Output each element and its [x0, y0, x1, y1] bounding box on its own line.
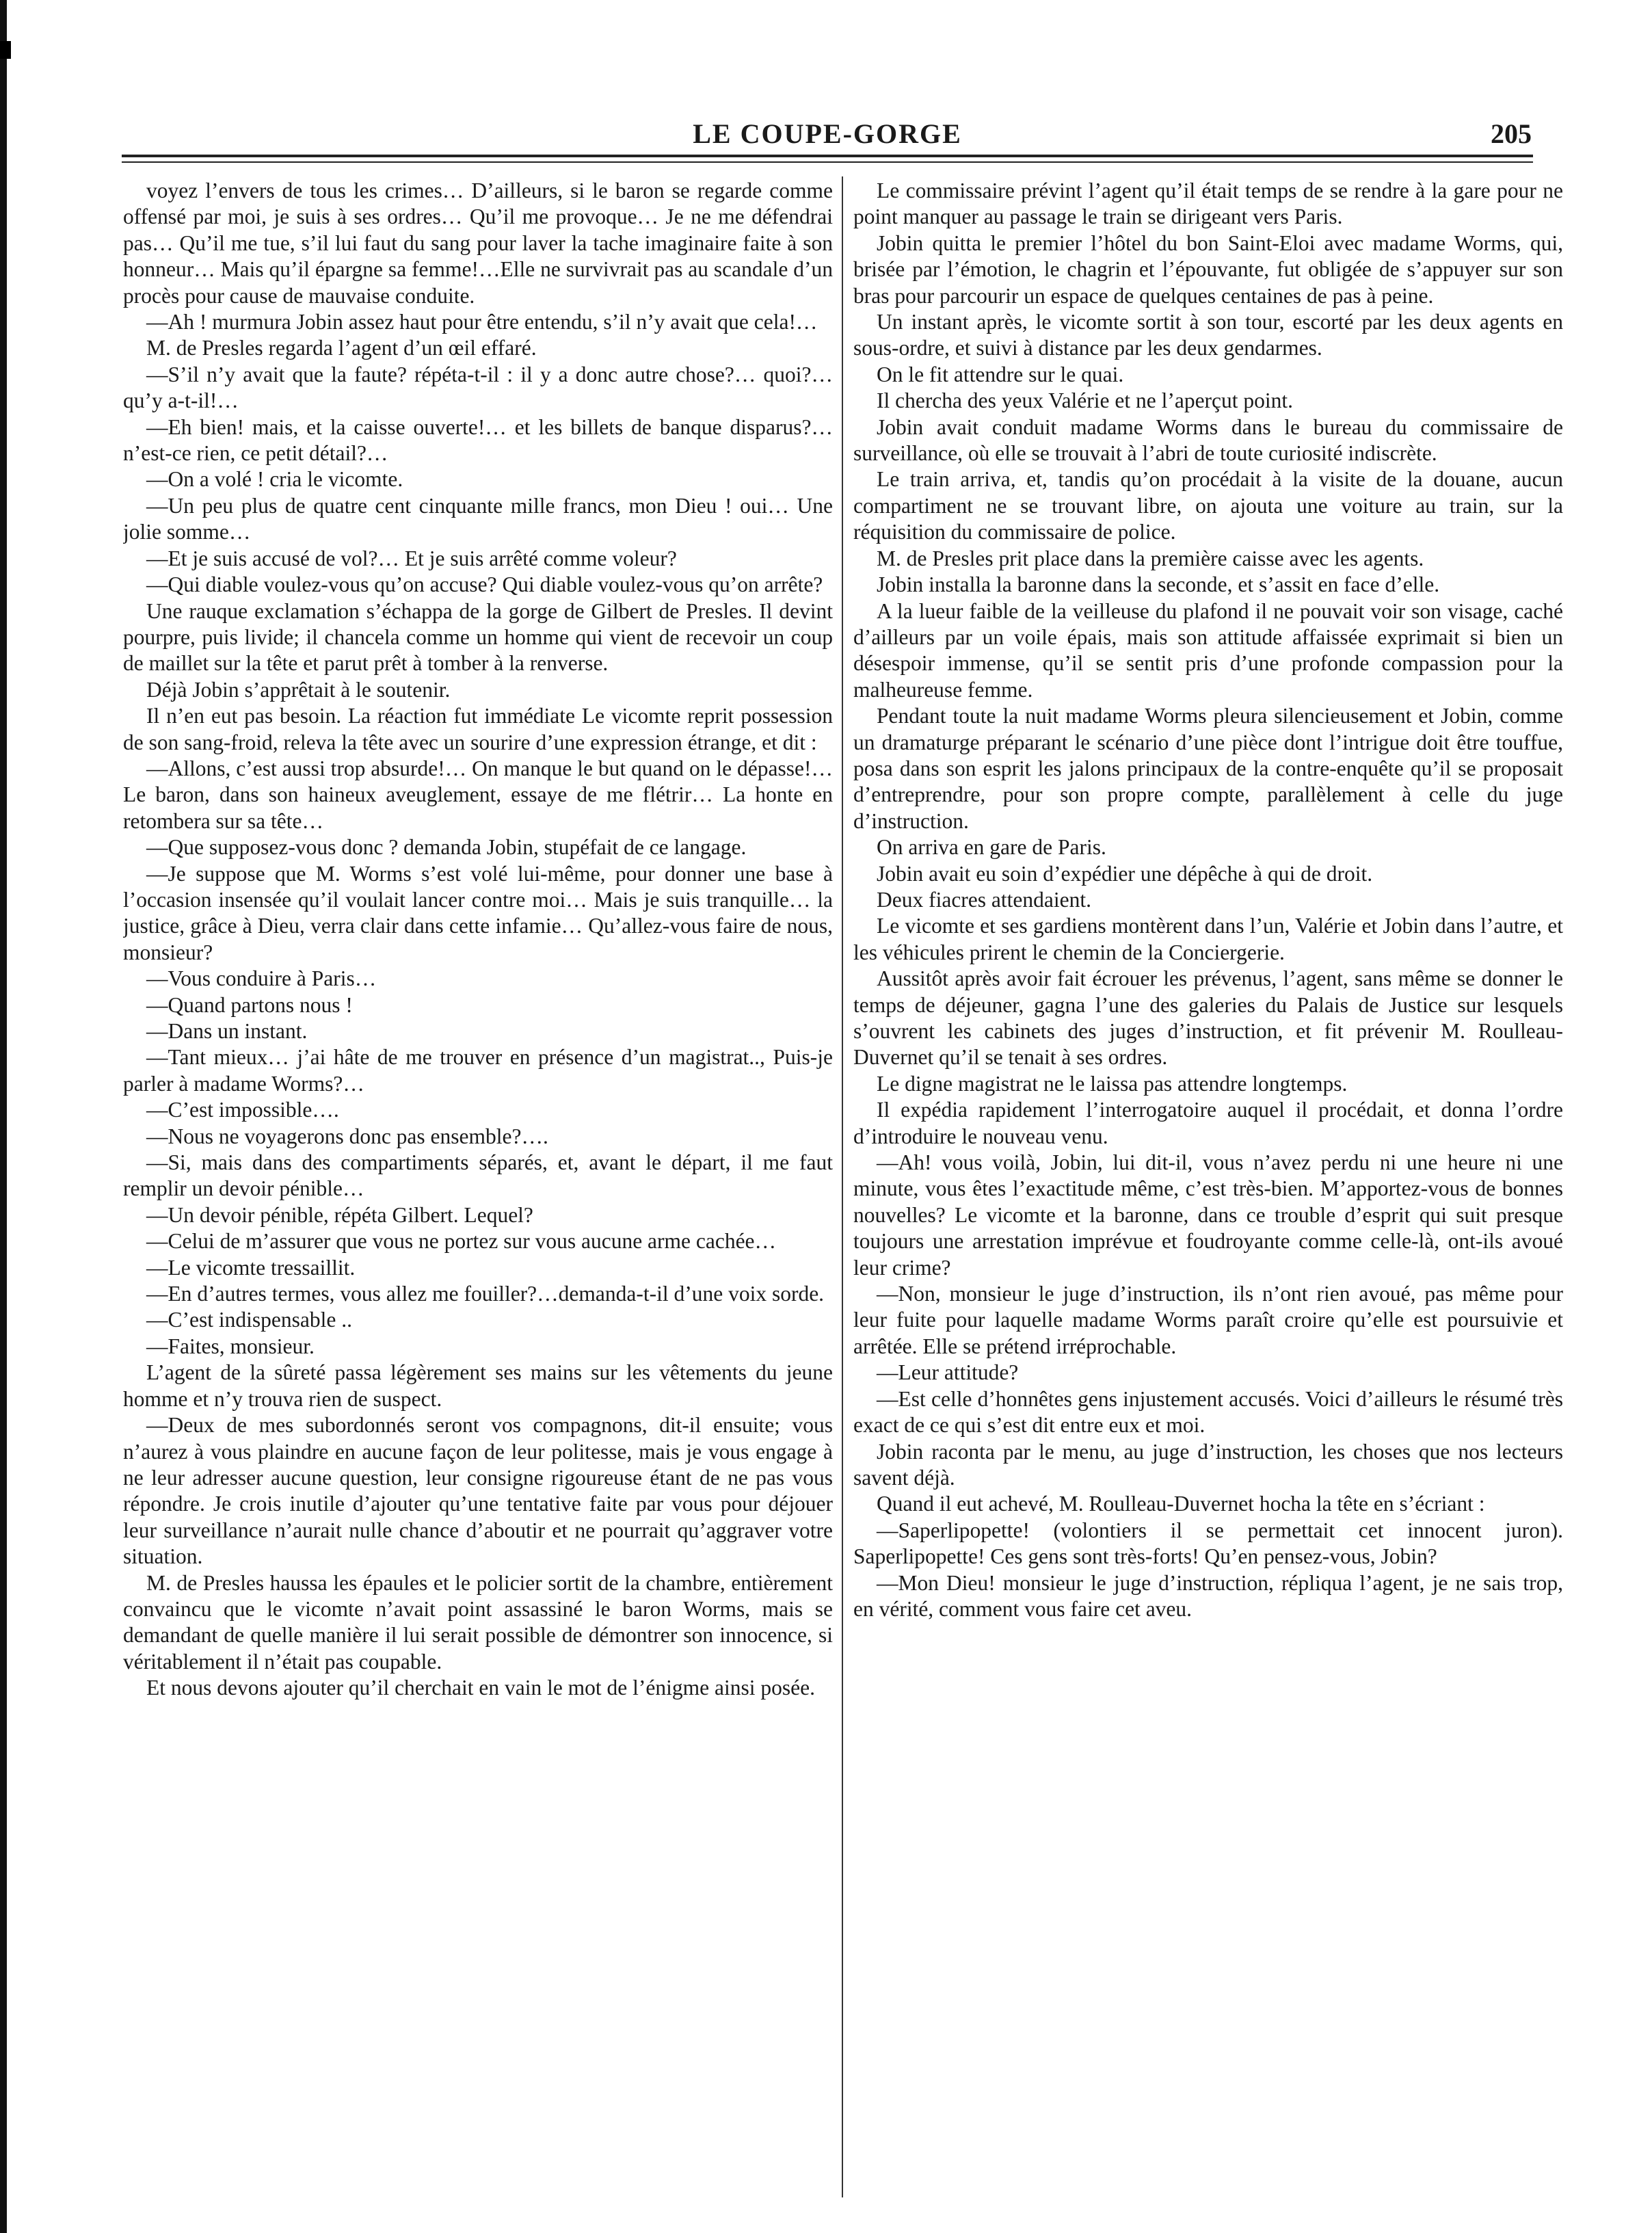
- paragraph: Jobin avait conduit madame Worms dans le bureau du commissaire de surveillance, où elle se trouvait à l’abri de toute curiosité indiscrète.: [853, 414, 1563, 466]
- paragraph: —Vous conduire à Paris…: [146, 966, 377, 991]
- scan-edge-bar: [0, 0, 7, 2233]
- paragraph: —Est celle d’honnêtes gens injustement accusés. Voici d’ailleurs le résumé très exact de ce qui s’est dit entre eux et moi.: [853, 1386, 1563, 1438]
- paragraph: —Dans un instant.: [146, 1019, 308, 1043]
- paragraph: —Eh bien! mais, et la caisse ouverte!… et les billets de banque disparus?… n’est-ce rien, ce petit détail?…: [123, 414, 833, 466]
- paragraph: On arriva en gare de Paris.: [877, 835, 1106, 860]
- paragraph: Un instant après, le vicomte sortit à son tour, escorté par les deux agents en sous-ordre, et suivi à distance par les deux gendarmes.: [853, 310, 1563, 360]
- paragraph: Le commissaire prévint l’agent qu’il était temps de se rendre à la gare pour ne point manquer au passage le train se dirigeant vers Paris.: [853, 179, 1563, 229]
- paragraph: —Faites, monsieur.: [146, 1334, 315, 1358]
- column-divider: [842, 176, 843, 2197]
- paragraph: Il chercha des yeux Valérie et ne l’aperçut point.: [877, 388, 1294, 413]
- paragraph: —Et je suis accusé de vol?… Et je suis arrêté comme voleur?: [146, 546, 677, 570]
- paragraph: —Un devoir pénible, répéta Gilbert. Lequel?: [146, 1202, 533, 1227]
- paragraph: —Ah! vous voilà, Jobin, lui dit-il, vous n’avez perdu ni une heure ni une minute, vous êtes l’exactitude même, c’est très-bien. M’apportez-vous de bonnes nouvelles? Le vicomte et la baronne, dans ce trouble d’esprit qui suit presque toujours une arrestation imprévue et foudroyante comme celle-là, ont-ils avoué leur crime?: [853, 1150, 1563, 1280]
- header-rule-thick: [122, 155, 1533, 157]
- paragraph: M. de Presles haussa les épaules et le policier sortit de la chambre, entièrement convaincu que le vicomte n’avait point assassiné le baron Worms, mais se demandant de quelle manière il lui serait possible de démontrer son innocence, si véritablement il n’était pas coupable.: [123, 1570, 833, 1674]
- paragraph: —Leur attitude?: [877, 1360, 1019, 1385]
- paragraph: —Non, monsieur le juge d’instruction, ils n’ont rien avoué, pas même pour leur fuite pour laquelle madame Worms paraît croire qu’elle est poursuivie et arrêtée. Elle se prétend irréprochable.: [853, 1282, 1563, 1358]
- paragraph: M. de Presles prit place dans la première caisse avec les agents.: [877, 546, 1424, 570]
- paragraph: —On a volé ! cria le vicomte.: [146, 467, 403, 492]
- page-number: 205: [1491, 118, 1532, 149]
- paragraph: Il n’en eut pas besoin. La réaction fut immédiate Le vicomte reprit possession de son sang-froid, releva la tête avec un sourire d’une expression étrange, et dit :: [123, 704, 833, 754]
- paragraph: —S’il n’y avait que la faute? répéta-t-il : il y a donc autre chose?… quoi?… qu’y a-t-il!…: [123, 362, 833, 413]
- scan-edge-mark: [0, 41, 11, 59]
- paragraph: —Un peu plus de quatre cent cinquante mille francs, mon Dieu ! oui… Une jolie somme…: [123, 493, 833, 544]
- paragraph: Jobin avait eu soin d’expédier une dépêche à qui de droit.: [877, 861, 1373, 886]
- paragraph: On le fit attendre sur le quai.: [877, 362, 1124, 386]
- paragraph: Jobin installa la baronne dans la seconde, et s’assit en face d’elle.: [877, 572, 1440, 597]
- paragraph: —C’est indispensable ..: [146, 1308, 352, 1332]
- paragraph: Et nous devons ajouter qu’il cherchait en vain le mot de l’énigme ainsi posée.: [146, 1676, 815, 1700]
- paragraph: —En d’autres termes, vous allez me fouiller?…demanda-t-il d’une voix sorde.: [146, 1282, 825, 1306]
- paragraph: Jobin quitta le premier l’hôtel du bon Saint-Eloi avec madame Worms, qui, brisée par l’émotion, le chagrin et l’épouvante, fut obligée de s’appuyer sur son bras pour parcourir un espace de quelques centaines de pas à peine.: [853, 230, 1563, 308]
- paragraph: Le train arriva, et, tandis qu’on procédait à la visite de la douane, aucun compartiment ne se trouvant libre, on ajouta une voiture au train, sur la réquisition du commissaire de police.: [853, 467, 1563, 544]
- paragraph: Aussitôt après avoir fait écrouer les prévenus, l’agent, sans même se donner le temps de déjeuner, gagna l’une des galeries du Palais de Justice sur lesquels s’ouvrent les cabinets des juges d’instruction, et fit prévenir M. Roulleau-Duvernet qu’il se tenait à ses ordres.: [853, 966, 1563, 1070]
- paragraph: Il expédia rapidement l’interrogatoire auquel il procédait, et donna l’ordre d’introduire le nouveau venu.: [853, 1098, 1563, 1148]
- paragraph: —Mon Dieu! monsieur le juge d’instruction, répliqua l’agent, je ne sais trop, en vérité, comment vous faire cet aveu.: [853, 1570, 1563, 1621]
- paragraph: Déjà Jobin s’apprêtait à le soutenir.: [146, 677, 451, 702]
- paragraph: Le vicomte et ses gardiens montèrent dans l’un, Valérie et Jobin dans l’autre, et les véhicules prirent le chemin de la Conciergerie.: [853, 914, 1563, 964]
- paragraph: —Saperlipopette! (volontiers il se permettait cet innocent juron). Saperlipopette! Ces gens sont très-forts! Qu’en pensez-vous, Jobin?: [853, 1518, 1563, 1569]
- page-header: [123, 118, 1532, 159]
- paragraph: —C’est impossible….: [146, 1098, 339, 1122]
- paragraph: Une rauque exclamation s’échappa de la gorge de Gilbert de Presles. Il devint pourpre, puis livide; il chancela comme un homme qui vient de recevoir un coup de maillet sur la tête et parut prêt à tomber à la renverse.: [123, 598, 833, 676]
- paragraph: —Nous ne voyagerons donc pas ensemble?….: [146, 1124, 548, 1148]
- paragraph: Jobin raconta par le menu, au juge d’instruction, les choses que nos lecteurs savent déjà.: [853, 1439, 1563, 1490]
- paragraph: —Ah ! murmura Jobin assez haut pour être entendu, s’il n’y avait que cela!…: [146, 310, 818, 334]
- paragraph: voyez l’envers de tous les crimes… D’ailleurs, si le baron se regarde comme offensé par moi, je suis à ses ordres… Qu’il me provoque… Je ne me défendrai pas… Qu’il me tue, s’il lui faut du sang pour laver la tache imaginaire faite à son honneur… Mais qu’il épargne sa femme!…Elle ne survivrait pas au scandale d’un procès pour cause de mauvaise conduite.: [123, 179, 833, 308]
- paragraph: —Deux de mes subordonnés seront vos compagnons, dit-il ensuite; vous n’aurez à vous plaindre en aucune façon de leur politesse, mais je vous engage à ne leur adresser aucune question, leur consigne rigoureuse étant de ne pas vous répondre. Je crois inutile d’ajouter qu’une tentative faite par vous pour déjouer leur surveillance n’aurait nulle chance d’aboutir et ne pourrait qu’aggraver votre situation.: [123, 1413, 833, 1569]
- paragraph: —Allons, c’est aussi trop absurde!… On manque le but quand on le dépasse!… Le baron, dans son haineux aveuglement, essaye de me flétrir… La honte en retombera sur sa tête…: [123, 756, 833, 833]
- paragraph: Le digne magistrat ne le laissa pas attendre longtemps.: [877, 1071, 1348, 1096]
- paragraph: Quand il eut achevé, M. Roulleau-Duvernet hocha la tête en s’écriant :: [877, 1492, 1485, 1516]
- paragraph: —Si, mais dans des compartiments séparés, et, avant le départ, il me faut remplir un devoir pénible…: [123, 1150, 833, 1201]
- running-title: LE COUPE-GORGE: [693, 118, 962, 149]
- paragraph: —Tant mieux… j’ai hâte de me trouver en présence d’un magistrat.., Puis-je parler à madame Worms?…: [123, 1045, 833, 1096]
- right-column: [853, 178, 1563, 2202]
- paragraph: —Que supposez-vous donc ? demanda Jobin, stupéfait de ce langage.: [146, 835, 747, 860]
- paragraph: —Le vicomte tressaillit.: [146, 1255, 356, 1280]
- paragraph: Pendant toute la nuit madame Worms pleura silencieusement et Jobin, comme un dramaturge préparant le scénario d’une pièce dont l’intrigue doit être touffue, posa dans son esprit les jalons principaux de la contre-enquête qu’il se proposait d’entreprendre, pour son propre compte, parallèlement à celle du juge d’instruction.: [853, 704, 1563, 833]
- header-rule-thin: [122, 161, 1533, 163]
- paragraph: —Quand partons nous !: [146, 992, 353, 1017]
- paragraph: L’agent de la sûreté passa légèrement ses mains sur les vêtements du jeune homme et n’y trouva rien de suspect.: [123, 1360, 833, 1411]
- paragraph: —Qui diable voulez-vous qu’on accuse? Qui diable voulez-vous qu’on arrête?: [146, 572, 823, 597]
- paragraph: —Celui de m’assurer que vous ne portez sur vous aucune arme cachée…: [146, 1229, 777, 1254]
- paragraph: Deux fiacres attendaient.: [877, 887, 1091, 912]
- paragraph: A la lueur faible de la veilleuse du plafond il ne pouvait voir son visage, caché d’ailleurs par un voile épais, mais son attitude affaissée exprimait si bien un désespoir immense, qu’il se sentit pris d’une profonde compassion pour la malheureuse femme.: [853, 598, 1563, 702]
- paragraph: M. de Presles regarda l’agent d’un œil effaré.: [146, 336, 537, 360]
- left-column: [123, 178, 833, 2202]
- paragraph: —Je suppose que M. Worms s’est volé lui-même, pour donner une base à l’occasion insensée qu’il voulait lancer contre moi… Mais je suis tranquille… la justice, grâce à Dieu, verra clair dans cette infamie… Qu’allez-vous faire de nous, monsieur?: [123, 861, 833, 964]
